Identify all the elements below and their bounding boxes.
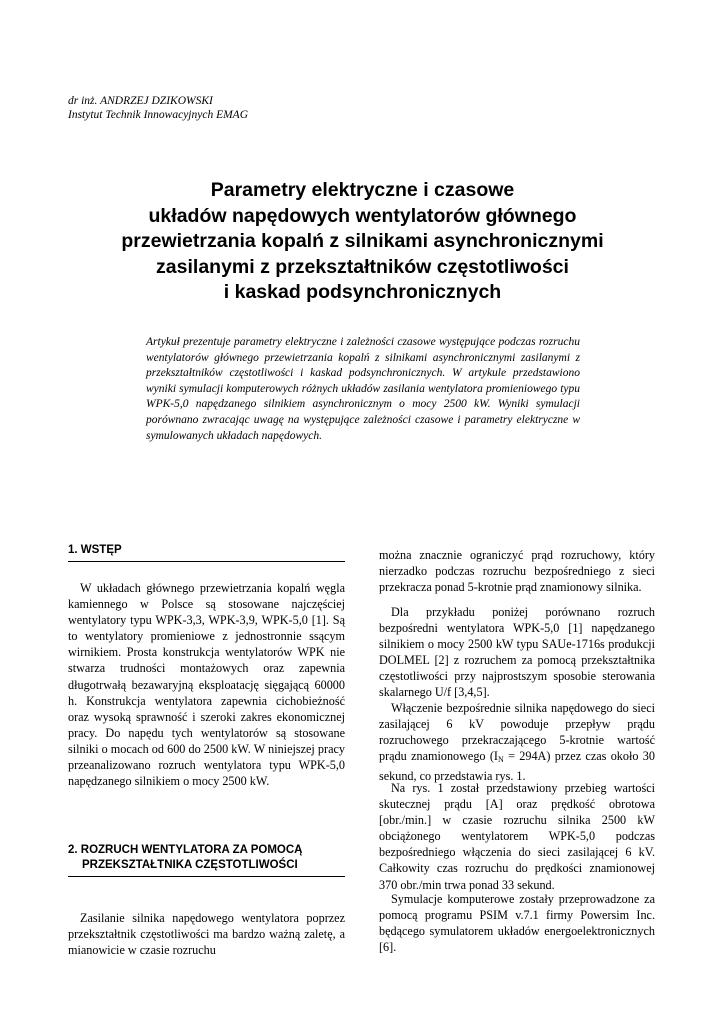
right-paragraph-3-text-b: = 294A) przez czas około 30 sekund, co przedstawia rys. 1. [379,749,655,784]
title-line: układów napędowych wentylatorów głównego [148,204,577,227]
current-subscript: N [497,755,504,765]
author-block [68,94,248,122]
section-1-heading-text: 1. WSTĘP [68,544,122,556]
heading-rule [68,876,345,877]
article-title [60,178,665,306]
right-paragraph-4: Na rys. 1 został przedstawiony przebieg wartości skutecznej prądu [A] oraz prędkość obrotowa [obr./min.] w czasie rozruchu silnika 2500 kW obciążonego wentylatorem WPK-5,0 podczas bezpośredniego włączenia do sieci zasilającej 6 kV. Całkowity czas rozruchu do prędkości znamionowej 370 obr./min trwa ponad 33 sekund. [379,781,655,892]
title-line: Parametry elektryczne i czasowe [210,179,515,201]
author-name: dr inż. ANDRZEJ DZIKOWSKI [68,95,213,107]
right-paragraph-3 [379,700,655,784]
right-paragraph-2: Dla przykładu poniżej porównano rozruch bezpośredni wentylatora WPK-5,0 [1] napędzanego silnikiem o mocy 2500 kW typu SAUe-1716s produkcji DOLMEL [2] z rozruchem za pomocą przekształtnika częstotliwości przy najprostszym sposobie sterowania skalarnego U/f [3,4,5]. [379,605,655,700]
section-2-heading [68,843,345,877]
section-2-paragraph: Zasilanie silnika napędowego wentylatora poprzez przekształtnik częstotliwości ma bardzo ważną zaletę, a mianowicie w czasie rozruchu [68,911,345,958]
title-line: przewietrzania kopalń z silnikami asynchronicznymi [121,230,604,252]
section-1-paragraph: W układach głównego przewietrzania kopalń węgla kamiennego w Polsce są stosowane najczęściej wentylatory typu WPK-3,3, WPK-3,9, WPK-5,0 [1]. Są to wentylatory promieniowe z jednostronnie ssącym wirnikiem. Prosta konstrukcja wentylatorów WPK nie stwarza trudności montażowych oraz zapewnia długotrwałą bezawaryjną eksploatację sięgającą 60000 h. Konstrukcja wentylatora zapewnia cichobieżność oraz wysoką sprawność i szeroki zakres ekonomicznej pracy. Do napędu tych wentylatorów są stosowane silniki o mocach od 600 do 2500 kW. W niniejszej pracy przeanalizowano rozruch wentylatora typu WPK-5,0 napędzanego silnikiem o mocy 2500 kW. [68,581,345,789]
section-2-heading-line1: 2. ROZRUCH WENTYLATORA ZA POMOCĄ [68,844,303,856]
right-paragraph-1: można znacznie ograniczyć prąd rozruchowy, który nierzadko podczas rozruchu bezpośredniego z sieci przekracza ponad 5-krotnie prąd znamionowy silnika. [379,548,655,595]
heading-rule [68,561,345,562]
right-paragraph-3-text-a: Włączenie bezpośrednie silnika napędowego do sieci zasilającej 6 kV powoduje przepływ prądu rozruchowego przekraczającego 5-krotnie wartość prądu znamionowego (I [379,701,655,764]
section-1-heading [68,543,345,562]
abstract: Artykuł prezentuje parametry elektryczne i zależności czasowe występujące podczas rozruchu wentylatorów głównego przewietrzania kopalń z silnikami asynchronicznymi zasilanymi z przekształtników częstotliwości i kaskad podsynchronicznych. W artykule przedstawiono wyniki symulacji komputerowych różnych układów zasilania wentylatora promieniowego typu WPK-5,0 napędzanego silnikiem asynchronicznym o mocy 2500 kW. Wyniki symulacji porównano zwracając uwagę na występujące zależności czasowe i parametry elektryczne w symulowanych układach napędowych. [146,336,580,442]
author-affiliation: Instytut Technik Innowacyjnych EMAG [68,109,249,121]
right-paragraph-5: Symulacje komputerowe zostały przeprowadzone za pomocą programu PSIM v.7.1 firmy Powersim Inc. będącego symulatorem układów energoelektronicznych [6]. [379,892,655,955]
section-2-heading-line2: PRZEKSZTAŁTNIKA CZĘSTOTLIWOŚCI [82,859,298,871]
title-line: zasilanymi z przekształtników częstotliwości [156,255,569,278]
title-line: i kaskad podsynchronicznych [223,281,502,303]
